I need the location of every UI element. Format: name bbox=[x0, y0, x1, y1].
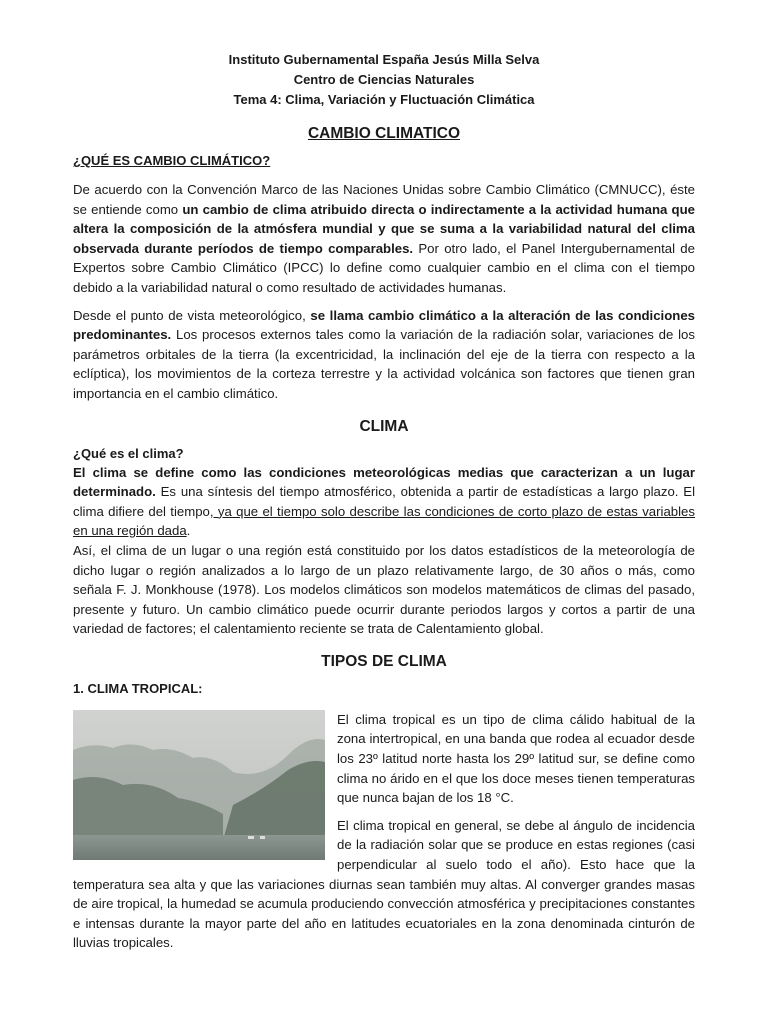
document-header bbox=[73, 50, 695, 110]
paragraph-meteorological bbox=[73, 306, 695, 404]
paragraph-text: Es una síntesis del tiempo atmosférico, obtenida a partir de estadísticas a largo plazo. El clima difiere del tiempo bbox=[73, 484, 695, 519]
paragraph-tropical-radiation: El clima tropical en general, se debe al ángulo de incidencia de la radiación solar que se produce en estas regiones (casi perpendicular al suelo todo el año). Esto hace que la temperatura sea alta y que las variaciones diurnas sean también muy altas. Al converger grandes masas de aire tropical, la humedad se acumula produciendo convección atmosférica y precipitaciones constantes e intensas durante la mayor parte del año en latitudes ecuatoriales en la zona denominada cinturón de lluvias tropicales. bbox=[73, 817, 695, 951]
paragraph-clima-statistics: Así, el clima de un lugar o una región está constituido por los datos estadísticos de la meteorología de dicho lugar o región analizados a lo largo de un plazo relativamente largo, de 30 años o más, como señala F. J. Monkhouse (1978). Los modelos climáticos son modelos matemáticos de climas del pasado, presente y futuro. Un cambio climático puede ocurrir durante periodos largos y cortos a partir de una variedad de factores; el calentamiento reciente se trata de Calentamiento global. bbox=[73, 542, 695, 637]
paragraph-tropical-definition: El clima tropical es un tipo de clima cálido habitual de la zona intertropical, en una banda que rodea al ecuador desde los 23º latitud norte hasta los 29º latitud sur, se define como clima no árido en el que los doce meses tienen temperaturas que nunca bajan de los 18 °C. bbox=[337, 711, 695, 806]
section-question-clima: ¿Qué es el clima? bbox=[73, 445, 184, 461]
header-institution: Instituto Gubernamental España Jesús Milla Selva bbox=[228, 52, 540, 67]
subheading-clima-tropical: 1. CLIMA TROPICAL: bbox=[73, 680, 203, 696]
section-question-cambio: ¿QUÉ ES CAMBIO CLIMÁTICO? bbox=[73, 153, 271, 168]
paragraph-text: Desde el punto de vista meteorológico, bbox=[73, 307, 311, 323]
paragraph-text: De acuerdo con la Convención Marco de las Naciones Unidas sobre Cambio Climático (CMNUCC), éste se entiende como bbox=[73, 182, 695, 217]
paragraph-bold-text: se llama cambio climático a la alteración de las condiciones predominantes. bbox=[73, 307, 695, 343]
tropical-forest-photo bbox=[73, 710, 325, 860]
header-topic: Tema 4: Clima, Variación y Fluctuación Climática bbox=[233, 92, 535, 107]
paragraph-text: Por otro lado, el Panel Intergubernamental de Expertos sobre Cambio Climático (IPCC) lo define como cualquier cambio en el clima con el tiempo debido a la variabilidad natural o como resultado de actividades humanas. bbox=[73, 240, 695, 295]
paragraph-text: . bbox=[186, 523, 191, 539]
paragraph-bold-text: un cambio de clima atribuido directa o indirectamente a la actividad humana que altera la composición de la atmósfera mundial y que se suma a la variabilidad natural del clima observada durante períodos de tiempo comparables. bbox=[73, 201, 695, 256]
paragraph-definition bbox=[73, 180, 695, 298]
section-title-clima: CLIMA bbox=[359, 417, 409, 435]
paragraph-text: Los procesos externos tales como la variación de la radiación solar, variaciones de los parámetros orbitales de la tierra (la excentricidad, la inclinación del eje de la tierra con respecto a la eclíptica), los movimientos de la corteza terrestre y la actividad volcánica son factores que tienen gran importancia en el cambio climático. bbox=[73, 327, 695, 401]
paragraph-underlined-text: , ya que el tiempo solo describe las condiciones de corto plazo de estas variables en una región dada bbox=[73, 503, 695, 539]
paragraph-bold-text: El clima se define como las condiciones meteorológicas medias que caracterizan a un lugar determinado. bbox=[73, 464, 695, 500]
paragraph-clima-definition bbox=[73, 463, 695, 541]
header-center: Centro de Ciencias Naturales bbox=[293, 72, 475, 87]
section-title-tipos: TIPOS DE CLIMA bbox=[321, 652, 447, 670]
page-title: CAMBIO CLIMATICO bbox=[307, 125, 461, 142]
